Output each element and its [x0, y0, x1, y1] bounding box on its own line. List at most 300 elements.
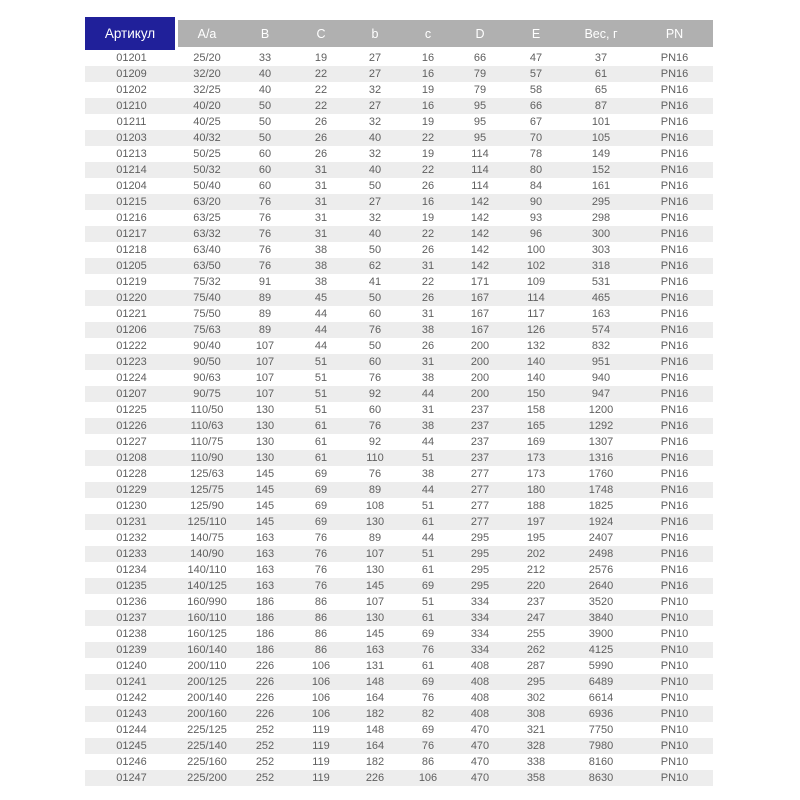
table-cell: 44: [314, 308, 328, 320]
table-cell: 200: [470, 340, 490, 352]
table-cell: PN16: [660, 52, 689, 64]
table-cell: 202: [506, 546, 566, 562]
table-cell: PN16: [636, 482, 713, 498]
table-cell: 89: [236, 290, 294, 306]
table-cell: 226: [255, 660, 275, 672]
table-cell: 40/20: [178, 98, 236, 114]
table-row: [85, 690, 713, 706]
cell-article: 01244: [116, 724, 147, 736]
table-cell: 27: [348, 66, 402, 82]
cell-article: 01210: [85, 98, 178, 114]
cell-article: 01220: [85, 290, 178, 306]
table-cell: 114: [471, 180, 489, 192]
table-cell: 165: [506, 418, 566, 434]
table-row: [85, 274, 713, 290]
cell-article: 01233: [85, 546, 178, 562]
table-row: [85, 674, 713, 690]
table-cell: 27: [368, 52, 382, 64]
table-cell: 110/63: [178, 418, 236, 434]
table-cell: 287: [526, 660, 546, 672]
cell-article: 01234: [116, 564, 147, 576]
table-row: [85, 386, 713, 402]
table-row: [85, 146, 713, 162]
table-cell: PN16: [660, 468, 689, 480]
cell-article: 01209: [85, 66, 178, 82]
cell-article: 01228: [116, 468, 147, 480]
table-row: [85, 242, 713, 258]
table-cell: PN16: [660, 116, 689, 128]
table-cell: PN16: [636, 290, 713, 306]
table-row: [85, 178, 713, 194]
table-cell: 96: [506, 226, 566, 242]
table-cell: 60: [258, 148, 272, 160]
table-cell: 26: [294, 130, 348, 146]
table-cell: PN16: [636, 418, 713, 434]
cell-article: 01225: [116, 404, 147, 416]
table-cell: 295: [470, 532, 490, 544]
cell-article: 01247: [85, 770, 178, 786]
table-cell: 75/40: [178, 290, 236, 306]
table-cell: 408: [454, 674, 506, 690]
table-cell: 574: [566, 322, 636, 338]
table-cell: 119: [312, 756, 330, 768]
cell-article: 01227: [116, 436, 147, 448]
table-cell: 226: [236, 706, 294, 722]
cell-article: 01201: [116, 52, 147, 64]
table-cell: PN10: [660, 660, 689, 672]
table-cell: 295: [506, 674, 566, 690]
table-cell: PN16: [660, 500, 689, 512]
table-cell: 61: [402, 514, 454, 530]
table-cell: 76: [368, 468, 382, 480]
table-cell: 197: [506, 514, 566, 530]
table-cell: 940: [591, 372, 611, 384]
table-cell: 300: [566, 226, 636, 242]
table-cell: PN10: [660, 596, 689, 608]
table-cell: PN10: [636, 770, 713, 786]
table-cell: 145: [255, 468, 275, 480]
table-cell: 90: [506, 194, 566, 210]
table-cell: 163: [236, 546, 294, 562]
table-cell: 80: [506, 162, 566, 178]
table-cell: 76: [294, 578, 348, 594]
header-cell-article: Артикул: [85, 17, 178, 50]
cell-article: 01214: [85, 162, 178, 178]
table-cell: 76: [368, 372, 382, 384]
table-cell: 169: [526, 436, 546, 448]
table-cell: 63/20: [178, 194, 236, 210]
table-cell: PN16: [636, 386, 713, 402]
table-cell: 247: [506, 610, 566, 626]
table-row: [85, 194, 713, 210]
table-cell: 1760: [588, 468, 614, 480]
table-cell: PN10: [636, 706, 713, 722]
table-cell: 76: [236, 258, 294, 274]
table-cell: PN16: [636, 450, 713, 466]
header-cell: Вес, г: [566, 20, 636, 47]
table-row: [85, 738, 713, 754]
table-cell: 57: [506, 66, 566, 82]
table-cell: 62: [348, 258, 402, 274]
table-cell: 27: [348, 194, 402, 210]
table-cell: 92: [368, 436, 382, 448]
table-cell: 114: [471, 148, 489, 160]
table-cell: 40: [236, 66, 294, 82]
table-cell: 186: [255, 596, 275, 608]
table-cell: 31: [402, 258, 454, 274]
table-cell: 26: [421, 244, 435, 256]
table-cell: 255: [526, 628, 546, 640]
table-cell: 38: [421, 372, 435, 384]
table-cell: 19: [421, 84, 435, 96]
table-cell: PN16: [660, 564, 689, 576]
table-cell: 22: [314, 84, 328, 96]
table-cell: 252: [236, 738, 294, 754]
table-cell: PN16: [660, 372, 689, 384]
table-cell: 89: [258, 308, 272, 320]
table-cell: PN10: [660, 692, 689, 704]
table-cell: 2498: [566, 546, 636, 562]
cell-article: 01202: [116, 84, 147, 96]
table-body: [85, 50, 713, 786]
table-cell: 51: [294, 354, 348, 370]
table-cell: 37: [594, 52, 608, 64]
table-cell: 1292: [566, 418, 636, 434]
table-cell: 61: [294, 450, 348, 466]
cell-article: 01224: [116, 372, 147, 384]
table-cell: 63/40: [193, 244, 221, 256]
table-cell: 50: [368, 244, 382, 256]
table-cell: 32: [368, 116, 382, 128]
table-cell: 8160: [588, 756, 614, 768]
table-cell: 38: [402, 418, 454, 434]
table-cell: 50: [236, 98, 294, 114]
table-cell: 6489: [566, 674, 636, 690]
cell-article: 01217: [85, 226, 178, 242]
table-cell: 31: [314, 212, 328, 224]
table-cell: 22: [294, 66, 348, 82]
table-cell: 167: [454, 322, 506, 338]
header-cell: c: [402, 20, 454, 47]
table-cell: 7980: [566, 738, 636, 754]
table-cell: 252: [255, 724, 275, 736]
table-cell: 142: [454, 226, 506, 242]
table-cell: 1200: [588, 404, 614, 416]
table-cell: 40: [348, 226, 402, 242]
table-cell: PN16: [636, 546, 713, 562]
table-cell: 50: [258, 116, 272, 128]
table-cell: 69: [294, 514, 348, 530]
table-cell: 95: [473, 116, 487, 128]
table-row: [85, 290, 713, 306]
table-cell: 142: [470, 244, 490, 256]
table-cell: 86: [421, 756, 435, 768]
table-cell: 303: [591, 244, 611, 256]
table-cell: 237: [470, 436, 490, 448]
table-row: [85, 50, 713, 66]
table-cell: 358: [506, 770, 566, 786]
table-cell: 51: [294, 386, 348, 402]
table-cell: 5990: [588, 660, 614, 672]
table-cell: 33: [258, 52, 272, 64]
table-cell: 22: [294, 98, 348, 114]
table-cell: 295: [566, 194, 636, 210]
cell-article: 01219: [116, 276, 147, 288]
table-cell: 182: [348, 706, 402, 722]
table-cell: 225/125: [187, 724, 227, 736]
table-cell: 237: [526, 596, 546, 608]
table-cell: 26: [421, 180, 435, 192]
table-cell: 145: [236, 482, 294, 498]
table-cell: 145: [365, 628, 385, 640]
table-cell: 93: [529, 212, 543, 224]
table-cell: 61: [402, 610, 454, 626]
table-cell: 200/110: [187, 660, 227, 672]
table-cell: PN16: [636, 194, 713, 210]
table-cell: 19: [421, 212, 435, 224]
cell-article: 01221: [116, 308, 147, 320]
table-cell: PN16: [660, 180, 689, 192]
table-cell: 16: [421, 52, 435, 64]
table-cell: 252: [255, 756, 275, 768]
table-cell: 200: [470, 372, 490, 384]
table-cell: 832: [591, 340, 611, 352]
cell-article: 01239: [85, 642, 178, 658]
table-cell: 225/140: [178, 738, 236, 754]
cell-article: 01218: [116, 244, 147, 256]
table-cell: 107: [348, 546, 402, 562]
table-cell: PN10: [636, 610, 713, 626]
table-cell: 44: [421, 532, 435, 544]
table-cell: 302: [526, 692, 546, 704]
table-cell: 67: [529, 116, 543, 128]
table-cell: 1316: [566, 450, 636, 466]
table-cell: 45: [294, 290, 348, 306]
table-cell: 252: [236, 770, 294, 786]
cell-article: 01237: [85, 610, 178, 626]
table-cell: 51: [421, 596, 435, 608]
table-cell: 76: [348, 418, 402, 434]
table-cell: PN16: [660, 244, 689, 256]
table-cell: 226: [236, 674, 294, 690]
table-cell: 50: [368, 180, 382, 192]
table-cell: 95: [454, 98, 506, 114]
table-cell: 76: [348, 322, 402, 338]
cell-article: 01241: [85, 674, 178, 690]
table-cell: 152: [566, 162, 636, 178]
table-cell: 76: [236, 194, 294, 210]
header-cell: b: [348, 20, 402, 47]
table-row: [85, 98, 713, 114]
table-cell: 164: [348, 738, 402, 754]
table-cell: 19: [314, 52, 328, 64]
table-cell: PN10: [660, 628, 689, 640]
table-cell: 19: [421, 148, 435, 160]
table-cell: 101: [591, 116, 611, 128]
table-cell: 200/140: [187, 692, 227, 704]
table-cell: 32: [368, 84, 382, 96]
table-cell: 38: [294, 258, 348, 274]
table-cell: 180: [506, 482, 566, 498]
table-cell: 200/160: [178, 706, 236, 722]
table-cell: 60: [368, 404, 382, 416]
table-cell: 237: [454, 418, 506, 434]
table-cell: 173: [506, 450, 566, 466]
table-cell: PN16: [636, 578, 713, 594]
cell-article: 01211: [116, 116, 147, 128]
table-cell: 26: [421, 340, 435, 352]
table-cell: 51: [421, 500, 435, 512]
table-cell: 32/25: [193, 84, 221, 96]
table-cell: 50: [368, 340, 382, 352]
table-cell: 334: [454, 610, 506, 626]
table-cell: 32: [368, 148, 382, 160]
table-cell: 465: [566, 290, 636, 306]
cell-article: 01207: [85, 386, 178, 402]
table-cell: 90/50: [178, 354, 236, 370]
cell-article: 01206: [85, 322, 178, 338]
table-cell: 114: [454, 162, 506, 178]
table-cell: 119: [294, 770, 348, 786]
table-cell: 86: [314, 628, 328, 640]
table-cell: 31: [421, 308, 435, 320]
table-cell: 95: [454, 130, 506, 146]
table-cell: PN16: [660, 308, 689, 320]
table-row: [85, 706, 713, 722]
table-cell: 50: [348, 290, 402, 306]
table-cell: 131: [365, 660, 385, 672]
table-cell: 40: [348, 162, 402, 178]
table-cell: 106: [311, 692, 331, 704]
table-cell: 226: [348, 770, 402, 786]
table-cell: 110/50: [190, 404, 224, 416]
table-row: [85, 258, 713, 274]
table-cell: 308: [506, 706, 566, 722]
table-cell: 100: [526, 244, 546, 256]
table-cell: PN16: [660, 276, 689, 288]
table-cell: 163: [591, 308, 611, 320]
table-cell: 130: [236, 450, 294, 466]
table-cell: 69: [314, 468, 328, 480]
table-cell: 76: [421, 692, 435, 704]
table-cell: 86: [294, 610, 348, 626]
table-cell: 106: [294, 706, 348, 722]
table-cell: 295: [470, 564, 490, 576]
table-cell: 3900: [588, 628, 614, 640]
table-cell: 107: [236, 354, 294, 370]
table-row: [85, 514, 713, 530]
table-cell: 125/90: [190, 500, 224, 512]
cell-article: 01205: [85, 258, 178, 274]
table-cell: 225/200: [178, 770, 236, 786]
table-cell: 60: [258, 180, 272, 192]
table-row: [85, 226, 713, 242]
table-row: [85, 498, 713, 514]
table-cell: 50: [236, 130, 294, 146]
table-row: [85, 770, 713, 786]
table-cell: 90/63: [193, 372, 221, 384]
cell-article: 01231: [85, 514, 178, 530]
cell-article: 01204: [116, 180, 147, 192]
table-cell: 63/32: [178, 226, 236, 242]
header-cell: E: [506, 20, 566, 47]
cell-article: 01215: [85, 194, 178, 210]
table-cell: 125/63: [190, 468, 224, 480]
table-cell: 951: [566, 354, 636, 370]
table-cell: 22: [402, 162, 454, 178]
table-cell: 226: [255, 692, 275, 704]
table-cell: PN16: [660, 148, 689, 160]
table-row: [85, 482, 713, 498]
table-cell: PN16: [636, 258, 713, 274]
table-cell: 51: [402, 450, 454, 466]
table-cell: 140/125: [178, 578, 236, 594]
table-cell: 237: [470, 404, 490, 416]
table-cell: 86: [314, 596, 328, 608]
table-cell: 6614: [588, 692, 614, 704]
table-cell: PN16: [636, 162, 713, 178]
table-cell: 277: [454, 514, 506, 530]
table-cell: 3520: [588, 596, 614, 608]
table-cell: 22: [421, 276, 435, 288]
table-cell: 163: [255, 564, 275, 576]
table-cell: 31: [402, 354, 454, 370]
table-cell: 78: [529, 148, 543, 160]
table-cell: 164: [365, 692, 385, 704]
cell-article: 01222: [116, 340, 147, 352]
table-row: [85, 578, 713, 594]
table-cell: 75/50: [193, 308, 221, 320]
table-row: [85, 450, 713, 466]
table-cell: 61: [421, 564, 435, 576]
table-row: [85, 434, 713, 450]
table-cell: 142: [454, 194, 506, 210]
cell-article: 01238: [116, 628, 147, 640]
table-cell: PN16: [660, 436, 689, 448]
table-cell: 61: [566, 66, 636, 82]
table-cell: 163: [236, 578, 294, 594]
table-cell: 2640: [566, 578, 636, 594]
table-cell: 50/40: [193, 180, 221, 192]
table-cell: 63/25: [193, 212, 221, 224]
table-cell: 188: [526, 500, 546, 512]
table-cell: 106: [294, 674, 348, 690]
table-cell: 408: [454, 706, 506, 722]
table-row: [85, 338, 713, 354]
table-cell: 160/125: [187, 628, 227, 640]
table-cell: 163: [255, 532, 275, 544]
table-cell: 160/110: [178, 610, 236, 626]
table-cell: 51: [402, 546, 454, 562]
table-cell: 69: [402, 674, 454, 690]
table-cell: PN16: [636, 226, 713, 242]
table-cell: 132: [526, 340, 546, 352]
table-cell: PN16: [660, 212, 689, 224]
table-cell: 150: [506, 386, 566, 402]
cell-article: 01236: [116, 596, 147, 608]
table-row: [85, 322, 713, 338]
table-cell: 65: [594, 84, 608, 96]
table-cell: 60: [348, 354, 402, 370]
table-cell: 90/75: [178, 386, 236, 402]
table-cell: 117: [527, 308, 545, 320]
table-cell: 148: [348, 674, 402, 690]
cell-article: 01246: [116, 756, 147, 768]
table-cell: PN16: [660, 340, 689, 352]
table-row: [85, 642, 713, 658]
table-cell: 16: [402, 194, 454, 210]
table-cell: 76: [258, 244, 272, 256]
